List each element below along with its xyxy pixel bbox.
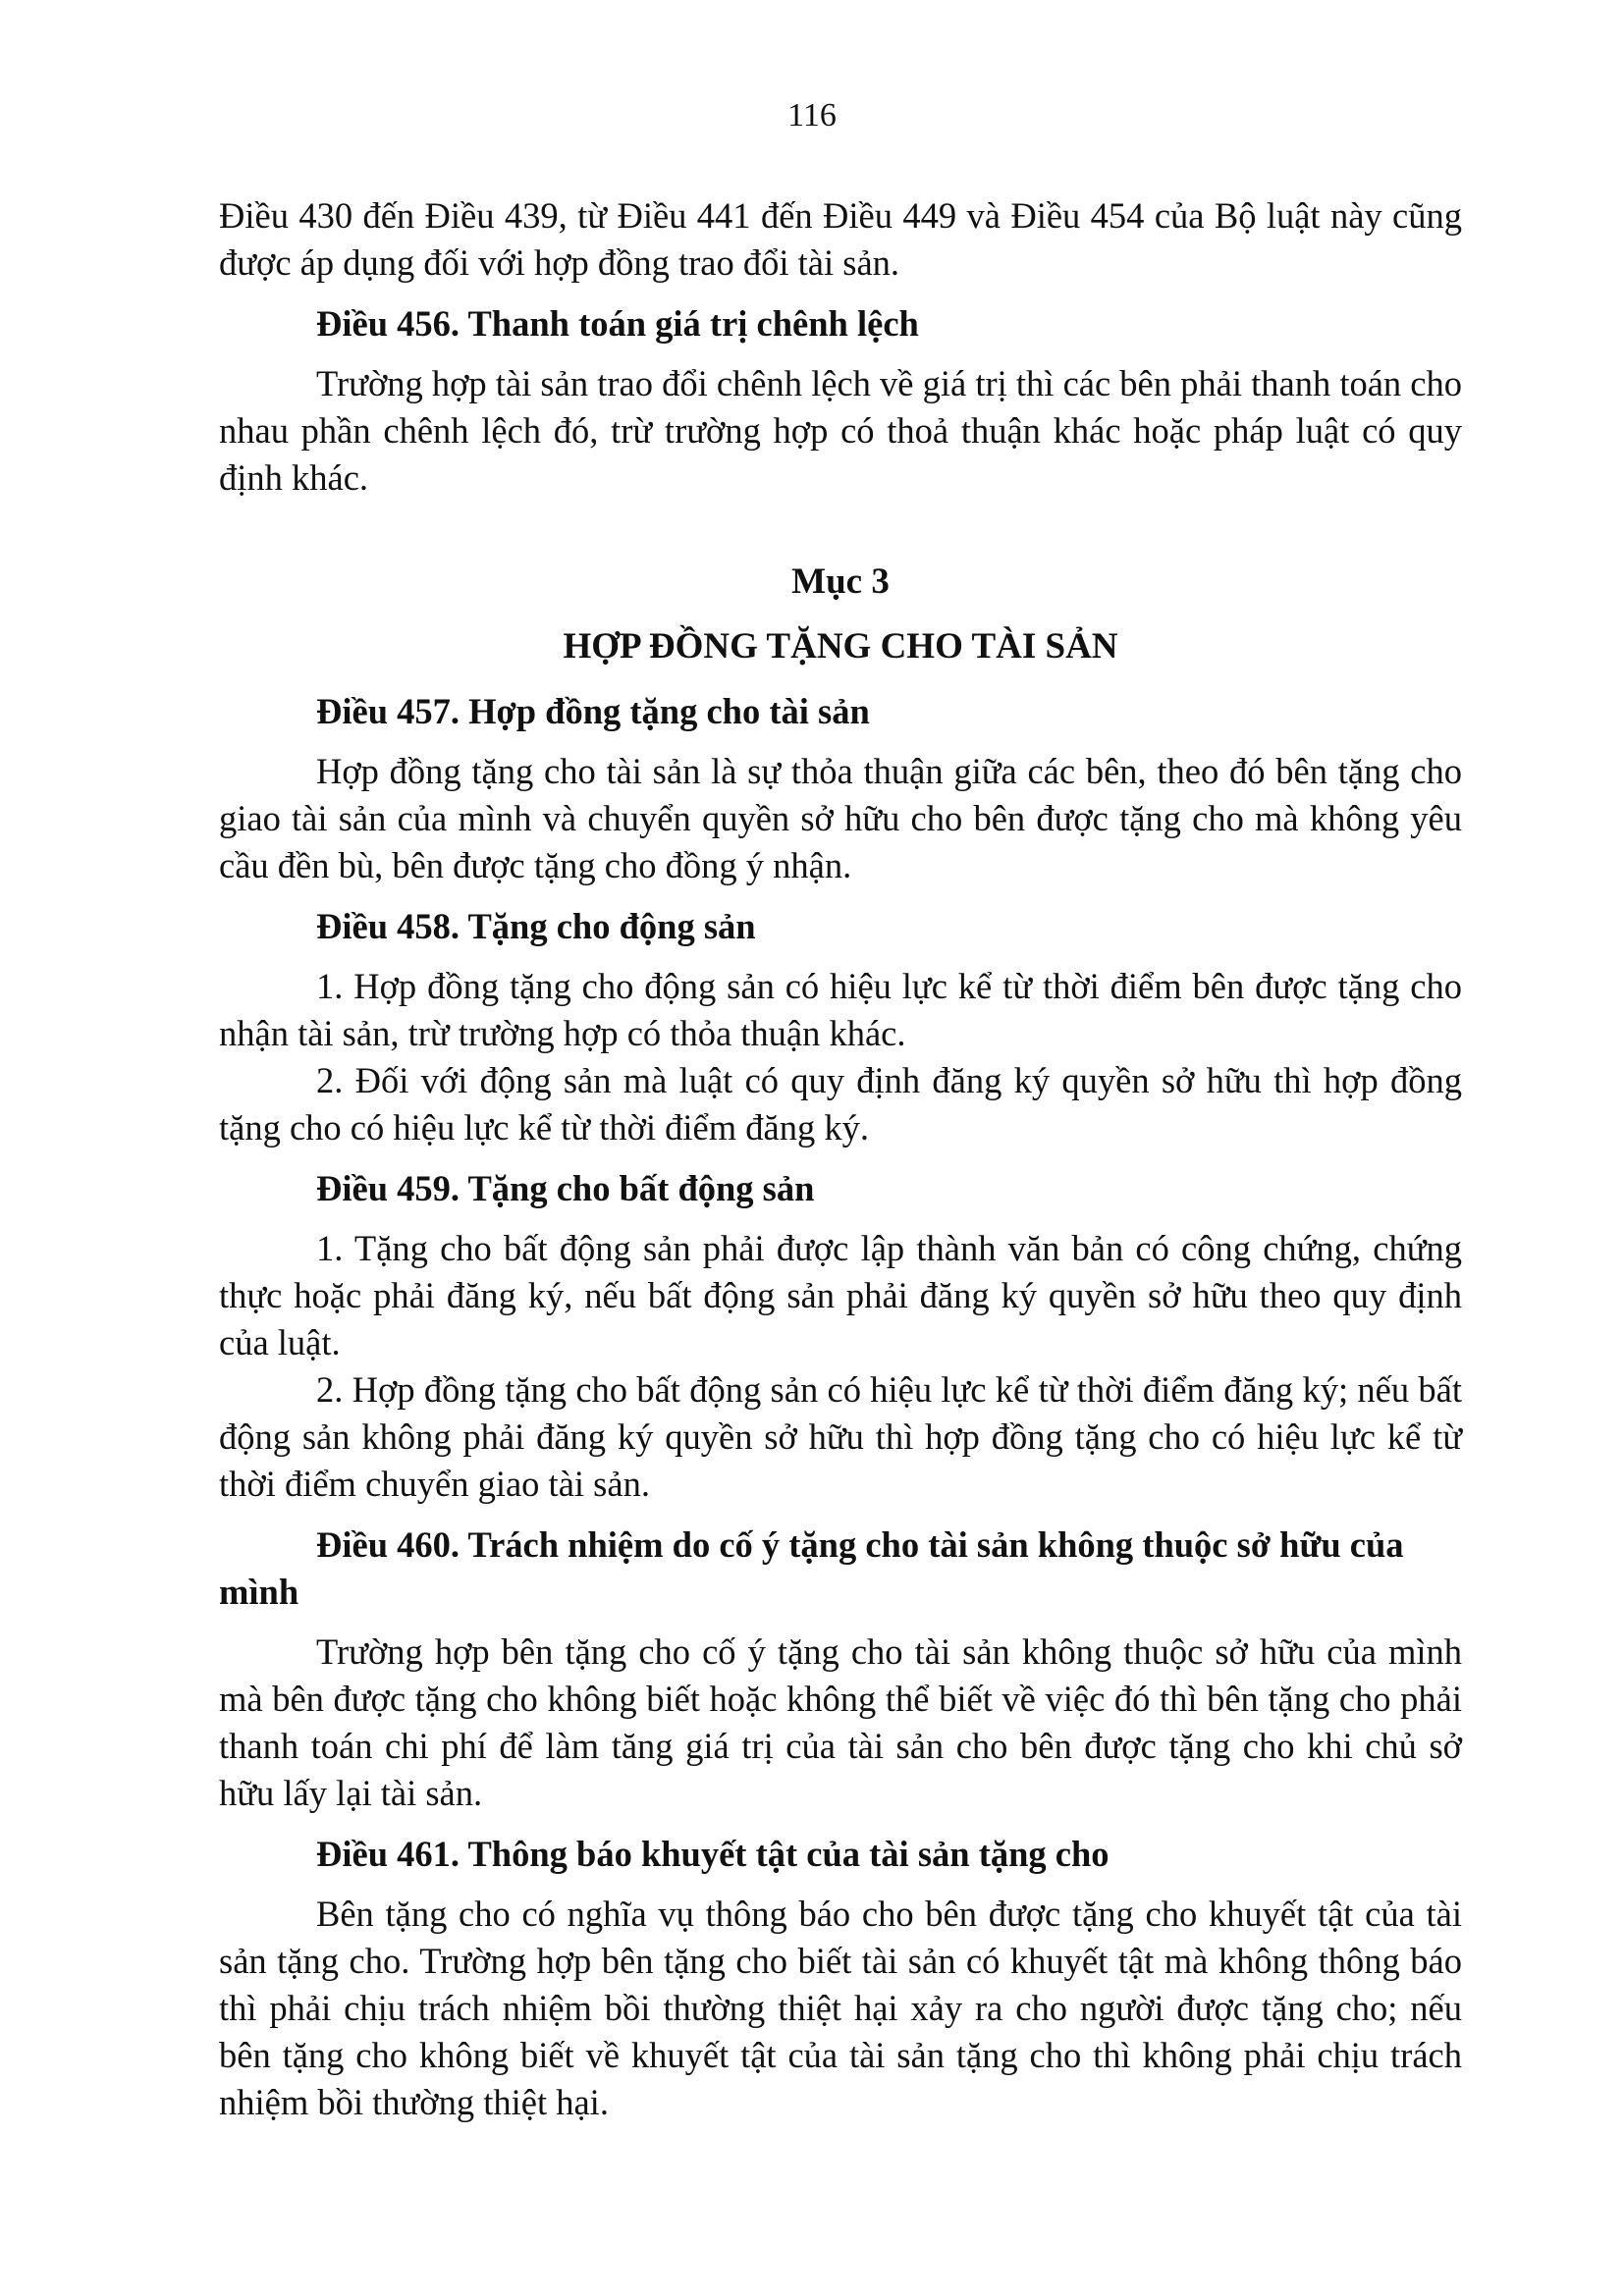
section-title: HỢP ĐỒNG TẶNG CHO TÀI SẢN — [563, 626, 1118, 667]
article-459-title: Điều 459. Tặng cho bất động sản — [316, 1168, 815, 1208]
article-461-title: Điều 461. Thông báo khuyết tật của tài sản tặng cho — [316, 1834, 1110, 1874]
article-457-paragraph: Hợp đồng tặng cho tài sản là sự thỏa thuận giữa các bên, theo đó bên tặng cho giao tài sản của mình và chuyển quyền sở hữu cho bên được tặng cho mà không yêu cầu đền bù, bên được tặng cho đồng ý nhận. — [219, 751, 1462, 885]
article-458-paragraph-1: 1. Hợp đồng tặng cho động sản có hiệu lực kể từ thời điểm bên được tặng cho nhận tài sản, trừ trường hợp có thỏa thuận khác. — [219, 966, 1462, 1053]
article-459-paragraph-2: 2. Hợp đồng tặng cho bất động sản có hiệu lực kể từ thời điểm đăng ký; nếu bất động sản không phải đăng ký quyền sở hữu thì hợp đồng tặng cho có hiệu lực kể từ thời điểm chuyển giao tài sản. — [219, 1369, 1462, 1504]
article-461-paragraph: Bên tặng cho có nghĩa vụ thông báo cho bên được tặng cho khuyết tật của tài sản tặng cho. Trường hợp bên tặng cho biết tài sản có khuyết tật mà không thông báo thì phải chịu trách nhiệm bồi thường thiệt hại xảy ra cho người được tặng cho; nếu bên tặng cho không biết về khuyết tật của tài sản tặng cho thì không phải chịu trách nhiệm bồi thường thiệt hại. — [219, 1894, 1462, 2122]
article-460-title: Điều 460. Trách nhiệm do cố ý tặng cho tài sản không thuộc sở hữu của mình — [219, 1524, 1404, 1612]
article-456-paragraph: Trường hợp tài sản trao đổi chênh lệch về giá trị thì các bên phải thanh toán cho nhau phần chênh lệch đó, trừ trường hợp có thoả thuận khác hoặc pháp luật có quy định khác. — [219, 363, 1462, 498]
article-458-paragraph-2: 2. Đối với động sản mà luật có quy định đăng ký quyền sở hữu thì hợp đồng tặng cho có hiệu lực kể từ thời điểm đăng ký. — [219, 1060, 1462, 1148]
page-content — [219, 192, 1462, 2126]
article-460-paragraph: Trường hợp bên tặng cho cố ý tặng cho tài sản không thuộc sở hữu của mình mà bên được tặng cho không biết hoặc không thể biết về việc đó thì bên tặng cho phải thanh toán chi phí để làm tăng giá trị của tài sản cho bên được tặng cho khi chủ sở hữu lấy lại tài sản. — [219, 1631, 1462, 1813]
article-456-title: Điều 456. Thanh toán giá trị chênh lệch — [316, 303, 919, 344]
page-number: 116 — [787, 97, 837, 133]
intro-paragraph: Điều 430 đến Điều 439, từ Điều 441 đến Điều 449 và Điều 454 của Bộ luật này cũng được áp dụng đối với hợp đồng trao đổi tài sản. — [219, 195, 1462, 283]
article-457-title: Điều 457. Hợp đồng tặng cho tài sản — [316, 691, 870, 731]
article-458-title: Điều 458. Tặng cho động sản — [316, 906, 756, 946]
article-459-paragraph-1: 1. Tặng cho bất động sản phải được lập thành văn bản có công chứng, chứng thực hoặc phải đăng ký, nếu bất động sản phải đăng ký quyền sở hữu theo quy định của luật. — [219, 1228, 1462, 1362]
section-label: Mục 3 — [791, 561, 890, 602]
